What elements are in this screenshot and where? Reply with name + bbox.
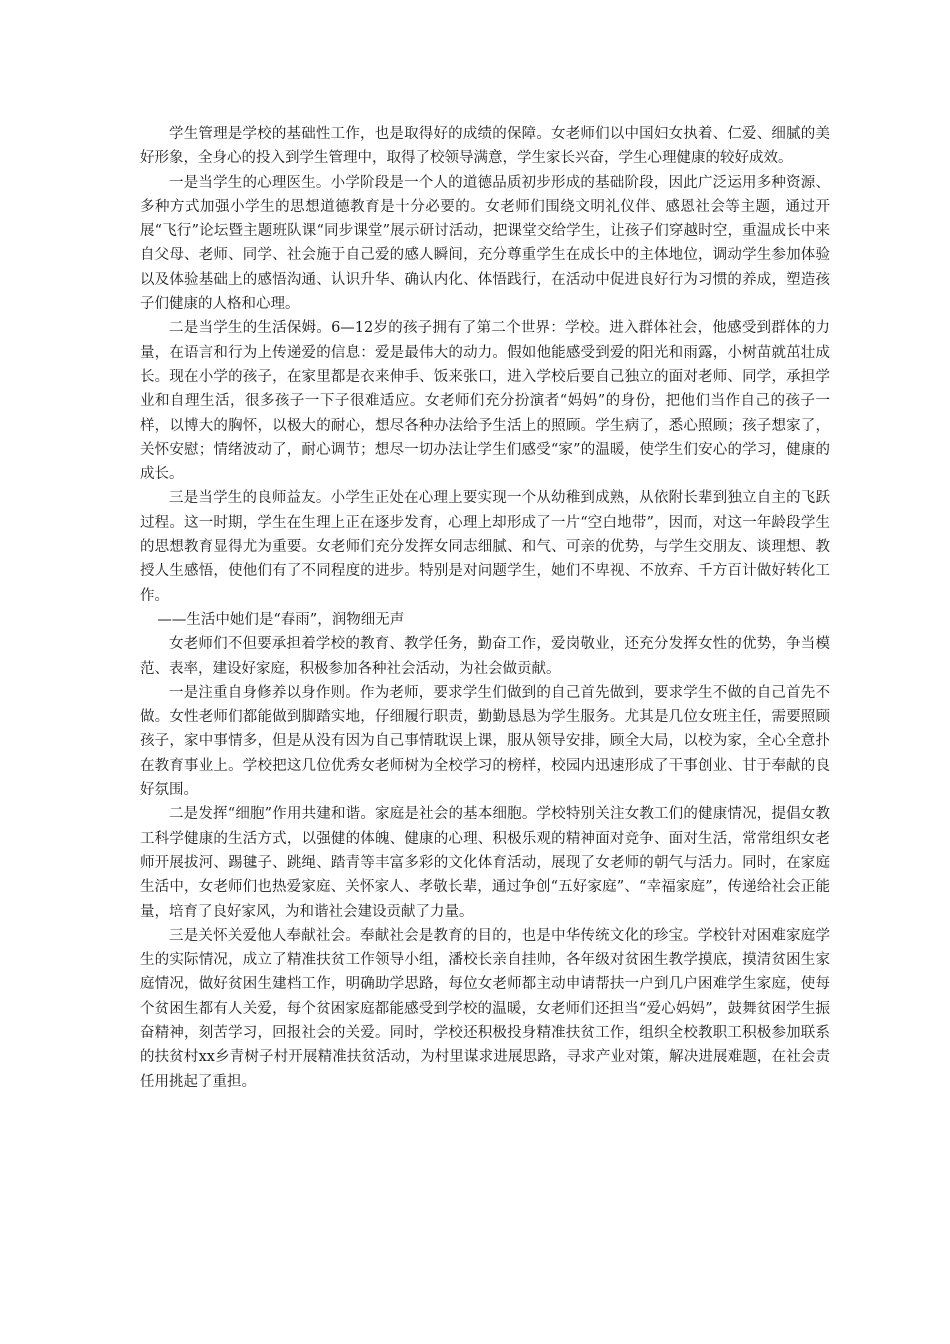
paragraph-self-cultivation: 一是注重自身修养以身作则。作为老师，要求学生们做到的自己首先做到，要求学生不做的自己首先不做。女性老师们都能做到脚踏实地，仔细履行职责，勤勤恳恳为学生服务。尤其是几位女班主任，需要照顾孩子，家中事情多，但是从没有因为自己事情耽误上课，服从领导安排，顾全大局，以校为家，全心全意扑在教育事业上。学校把这几位优秀女老师树为全校学习的榜样，校园内迅速形成了干事创业、甘于奉献的良好氛围。 (140, 684, 830, 799)
paragraph-psychologist: 一是当学生的心理医生。小学阶段是一个人的道德品质初步形成的基础阶段，因此广泛运用多种资源、多种方式加强小学生的思想道德教育是十分必要的。女老师们围绕文明礼仪伴、感恩社会等主题，通过开展“飞行”论坛暨主题班队课“同步课堂”展示研讨活动，把课堂交给学生，让孩子们穿越时空，重温成长中来自父母、老师、同学、社会施于自己爱的感人瞬间，充分尊重学生在成长中的主体地位，调动学生参加体验以及体验基础上的感悟沟通、认识升华、确认内化、体悟践行，在活动中促进良好行为习惯的养成，塑造孩子们健康的人格和心理。 (140, 174, 830, 313)
paragraph-dedication: 三是关怀关爱他人奉献社会。奉献社会是教育的目的，也是中华传统文化的珍宝。学校针对困难家庭学生的实际情况，成立了精准扶贫工作领导小组，潘校长亲自挂帅，各年级对贫困生教学摸底，摸清贫困生家庭情况，做好贫困生建档工作，明确助学思路，每位女老师都主动申请帮扶一户到几户困难学生家庭，使每个贫困生都有人关爱，每个贫困家庭都能感受到学校的温暖，女老师们还担当“爱心妈妈”，鼓舞贫困学生振奋精神，刻苦学习，回报社会的关爱。同时，学校还积极投身精准扶贫工作，组织全校教职工积极参加联系的扶贫村xx乡青树子村开展精准扶贫活动，为村里谋求进展思路，寻求产业对策，解决进展难题，在社会责任用挑起了重担。 (140, 927, 830, 1090)
paragraph-section2-intro: 女老师们不但要承担着学校的教育、教学任务，勤奋工作，爱岗敬业，还充分发挥女性的优势，争当模范、表率，建设好家庭，积极参加各种社会活动，为社会做贡献。 (140, 636, 830, 677)
paragraph-mentor: 三是当学生的良师益友。小学生正处在心理上要实现一个从幼稚到成熟，从依附长辈到独立自主的飞跃过程。这一时期，学生在生理上正在逐步发育，心理上却形成了一片“空白地带”，因而，对这一年龄段学生的思想教育显得尤为重要。女老师们充分发挥女同志细腻、和气、可亲的优势，与学生交朋友、谈理想、教授人生感悟，使他们有了不同程度的进步。特别是对问题学生，她们不卑视、不放弃、千方百计做好转化工作。 (140, 490, 830, 604)
paragraph-harmony: 二是发挥“细胞”作用共建和谐。家庭是社会的基本细胞。学校特别关注女教工们的健康情况，提倡女教工科学健康的生活方式，以强健的体魄、健康的心理、积极乐观的精神面对竞争、面对生活，常常组织女老师开展拔河、踢毽子、跳绳、踏青等丰富多彩的文化体育活动，展现了女老师的朝气与活力。同时，在家庭生活中，女老师们也热爱家庭、关怀家人、孝敬长辈，通过争创“五好家庭”、“幸福家庭”，传递给社会正能量，培育了良好家风，为和谐社会建设贡献了力量。 (140, 806, 830, 920)
document-page (140, 122, 830, 1094)
section-subheading: ——生活中她们是“春雨”，润物细无声 (157, 611, 405, 628)
paragraph-intro: 学生管理是学校的基础性工作，也是取得好的成绩的保障。女老师们以中国妇女执着、仁爱、细腻的美好形象，全身心的投入到学生管理中，取得了校领导满意，学生家长兴奋，学生心理健康的较好成效。 (140, 126, 830, 167)
paragraph-caretaker: 二是当学生的生活保姆。6—12岁的孩子拥有了第二个世界：学校。进入群体社会，他感受到群体的力量，在语言和行为上传递爱的信息：爱是最伟大的动力。假如他能感受到爱的阳光和雨露，小树苗就茁壮成长。现在小学的孩子，在家里都是衣来伸手、饭来张口，进入学校后要自己独立的面对老师、同学，承担学业和自理生活，很多孩子一下子很难适应。女老师们充分扮演者“妈妈”的身份，把他们当作自己的孩子一样，以博大的胸怀，以极大的耐心，想尽各种办法给予生活上的照顾。学生病了，悉心照顾；孩子想家了，关怀安慰；情绪波动了，耐心调节；想尽一切办法让学生们感受“家”的温暖，使学生们安心的学习，健康的成长。 (140, 320, 830, 483)
